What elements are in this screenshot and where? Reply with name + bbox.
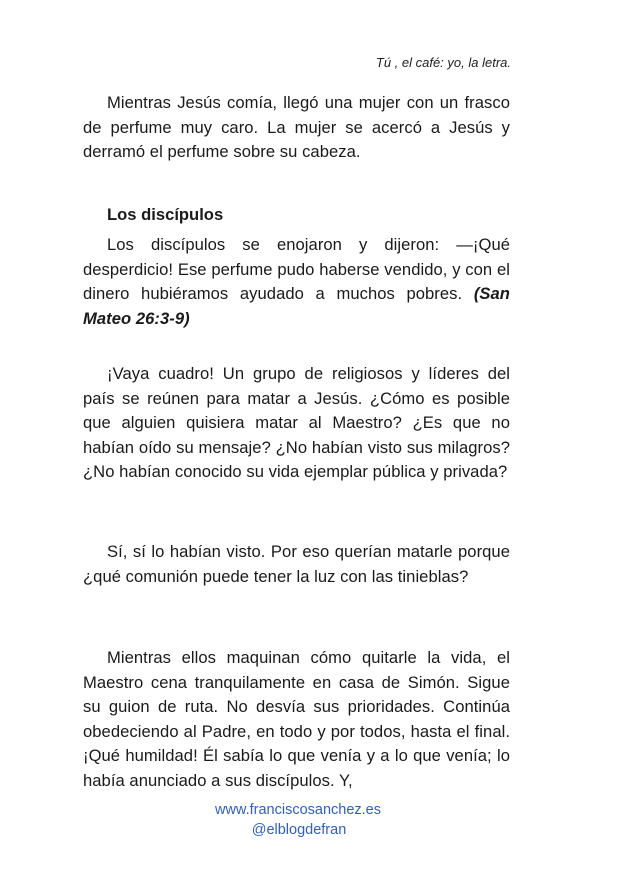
bible-reference: (San Mateo 26:3-9)	[83, 284, 510, 328]
blog-handle-link[interactable]: @elblogdefran	[251, 822, 347, 838]
paragraph-1: Mientras Jesús comía, llegó una mujer con un frasco de perfume muy caro. La mujer se acercó a Jesús y derramó el perfume sobre su cabeza.	[83, 93, 510, 162]
paragraph-4-block	[83, 540, 510, 589]
page-footer	[0, 800, 638, 840]
paragraph-2	[83, 233, 510, 331]
running-header: Tú , el café: yo, la letra.	[375, 55, 511, 70]
paragraph-3: ¡Vaya cuadro! Un grupo de religiosos y líderes del país se reúnen para matar a Jesús. ¿Cómo es posible que alguien quisiera matar al Maestro? ¿Es que no habían oído su mensaje? ¿No habían visto sus milagros? ¿No habían conocido su vida ejemplar pública y privada?	[83, 364, 510, 482]
website-link[interactable]: www.franciscosanchez.es	[214, 802, 381, 818]
paragraph-2-text: Los discípulos se enojaron y dijeron: —¡Qué desperdicio! Ese perfume pudo haberse vendido, y con el dinero hubiéramos ayudado a muchos pobres.	[83, 235, 510, 304]
paragraph-2-block	[83, 233, 510, 331]
paragraph-5: Mientras ellos maquinan cómo quitarle la vida, el Maestro cena tranquilamente en casa de Simón. Sigue su guion de ruta. No desvía sus prioridades. Continúa obedeciendo al Padre, en todo y por todos, hasta el final. ¡Qué humildad! Él sabía lo que venía y a lo que venía; lo había anunciado a sus discípulos. Y,	[83, 648, 510, 790]
paragraph-4: Sí, sí lo habían visto. Por eso querían matarle porque ¿qué comunión puede tener la luz con las tinieblas?	[83, 542, 510, 586]
paragraph-1-block	[83, 91, 510, 165]
section-heading: Los discípulos	[107, 205, 224, 224]
paragraph-5-block	[83, 646, 510, 794]
paragraph-3-block	[83, 362, 510, 485]
